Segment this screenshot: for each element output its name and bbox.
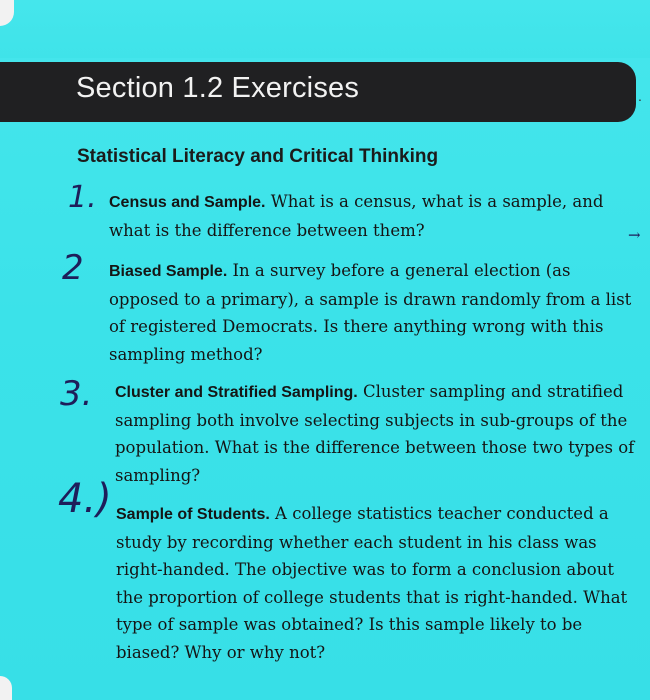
exercise-1-text: What is a census, what is a sample, and what is the difference between them? [109,192,604,240]
handwritten-number-3: 3. [60,374,93,414]
exercise-1 [109,188,639,244]
exercise-3-text: Cluster sampling and stratified sampling both involve selecting subjects in sub-groups of the population. What is the difference between those two types of sampling? [115,382,635,485]
handwritten-number-1: 1. [68,180,97,215]
subsection-heading: Statistical Literacy and Critical Thinking [77,146,439,167]
exercise-2-text: In a survey before a general election (as opposed to a primary), a sample is drawn randomly from a list of registered Democrats. Is there anything wrong with this sampling method? [109,261,632,364]
exercise-3 [115,378,639,489]
exercise-2-label: Biased Sample. [109,263,228,280]
section-banner [0,62,636,122]
exercise-4-label: Sample of Students. [116,506,270,523]
exercise-2 [109,257,639,368]
exercise-1-label: Census and Sample. [109,194,266,211]
handwritten-number-2: 2 [62,248,84,288]
photo-corner [0,676,12,700]
decorative-dot: . [638,88,642,104]
handwritten-number-4: 4.) [58,476,112,522]
exercise-3-label: Cluster and Stratified Sampling. [115,384,358,401]
exercise-4 [116,500,639,666]
section-title: Section 1.2 Exercises [76,72,360,104]
page-top-margin [0,0,650,58]
exercise-4-text: A college statistics teacher conducted a study by recording whether each student in his class was right-handed. The objective was to form a conclusion about the proportion of college students that is right-handed. What type of sample was obtained? Is this sample likely to be biased? Why or why not? [116,504,628,662]
pencil-mark: → [628,226,641,244]
